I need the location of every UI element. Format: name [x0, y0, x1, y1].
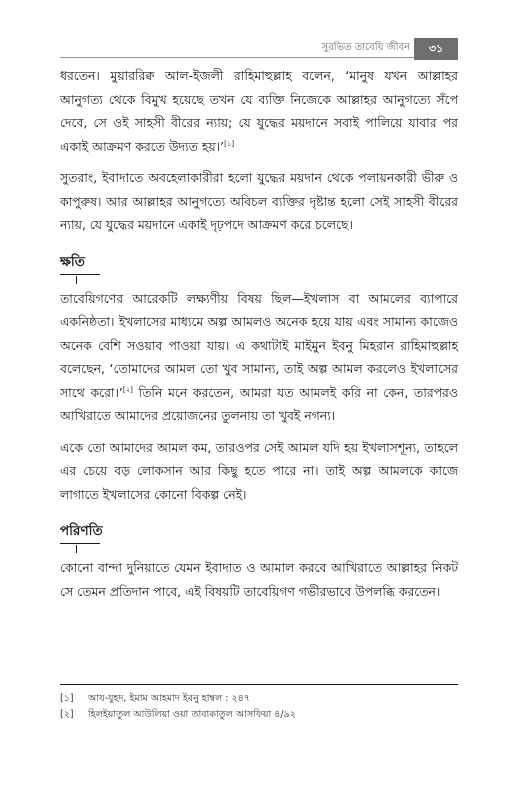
- footnote-1-number: [১]: [60, 693, 74, 704]
- page-body: [60, 64, 458, 603]
- paragraph-1: [60, 64, 458, 158]
- footnote-2-number: [২]: [60, 709, 74, 720]
- paragraph-4: একে তো আমাদের আমল কম, তারওপর সেই আমল যদি হয় ইখলাসশূন্য, তাহলে এর চেয়ে বড় লোকসান আর কিছু হতে পারে না। তাই অল্প আমলকে কাজে লাগাতে ইখলাসের কোনো বিকল্প নেই।: [60, 439, 458, 502]
- section-heading-consequence: [60, 520, 458, 544]
- page-number: ৩১: [414, 38, 458, 60]
- paragraph-1-text: ধরতেন। মুয়াররিক্ব আল-ইজলী রাহিমাহুল্লাহ বলেন, ‘মানুষ যখন আল্লাহর আনুগত্য থেকে বিমুখ হয়েছে তখন যে ব্যক্তি নিজেকে আল্লাহর আনুগত্যে সঁপে দেবে, সে ওই সাহসী বীরের ন্যায়; যে যুদ্ধের ময়দানে সবাই পালিয়ে যাবার পর একাই আক্রমণ করতে উদ্যত হয়।’: [60, 68, 458, 154]
- heading-tick: [76, 276, 77, 284]
- footnote-2: [60, 707, 458, 723]
- paragraph-5: কোনো বান্দা দুনিয়াতে যেমন ইবাদাত ও আমাল করবে আখিরাতে আল্লাহর নিকট সে তেমন প্রতিদান পাবে, এই বিষয়টি তাবেয়িগণ গভীরভাবে উপলব্ধি করতেন।: [60, 560, 458, 599]
- heading-loss-label: ক্ষতি: [60, 253, 85, 270]
- heading-consequence-text: [60, 520, 103, 544]
- section-heading-loss: [60, 251, 458, 275]
- footnote-2-text: হিলইয়াতুল আউলিয়া ওয়া তাবাকাতুল আসফিয়া ৪/৯২: [88, 709, 296, 720]
- footnote-ref-2[interactable]: [২]: [122, 385, 133, 394]
- footnote-divider: [60, 684, 458, 685]
- heading-underline: [60, 274, 100, 275]
- paragraph-3-text-a: তাবেয়িগণের আরেকটি লক্ষ্যণীয় বিষয় ছিল—ইখলাস বা আমলের ব্যাপারে একনিষ্ঠতা। ইখলাসের মাধ্যমে অল্প আমলও অনেক হয়ে যায় এবং সামান্য কাজেও অনেক বেশি সওয়াব পাওয়া যায়। এ কথাটাই মাইমুন ইবনু মিহরান রাহিমাহুল্লাহ বলেছেন, ‘তোমাদের আমল তো খুব সামান্য, তাই অল্প আমল করলেও ইখলাসের সাথে করো।’: [60, 290, 458, 400]
- page-header: [0, 38, 517, 60]
- paragraph-2: সুতরাং, ইবাদাতে অবহেলাকারীরা হলো যুদ্ধের ময়দান থেকে পলায়নকারী ভীরু ও কাপুরুষ। আর আল্লাহর আনুগত্যে অবিচল ব্যক্তির দৃষ্টান্ত হলো সেই সাহসী বীরের ন্যায়, যে যুদ্ধের ময়দানে একাই দৃঢ়পদে আক্রমণ করে চলেছে।: [60, 170, 458, 232]
- heading-tick: [76, 545, 77, 553]
- heading-loss-text: [60, 251, 100, 275]
- book-title: সুরভিত তাবেয়ি জীবন: [321, 42, 410, 53]
- footnote-ref-1[interactable]: [১]: [224, 139, 235, 148]
- paragraph-3: [60, 287, 458, 428]
- heading-consequence-label: পরিণতি: [60, 523, 103, 539]
- heading-underline: [60, 543, 100, 544]
- footnote-1-text: আয-যুহদ, ইমাম আহমাদ ইবনু হাম্বল : ২৪৭: [88, 693, 250, 704]
- paragraph-3-text-b: তিনি মনে করতেন, আমরা যত আমলই করি না কেন, তারপরও আখিরাতে আমাদের প্রয়োজনের তুলনায় তা খুবই নগন্য।: [60, 384, 458, 423]
- footnotes: [60, 684, 458, 723]
- footnote-1: [60, 691, 458, 707]
- header-rule: [60, 57, 416, 58]
